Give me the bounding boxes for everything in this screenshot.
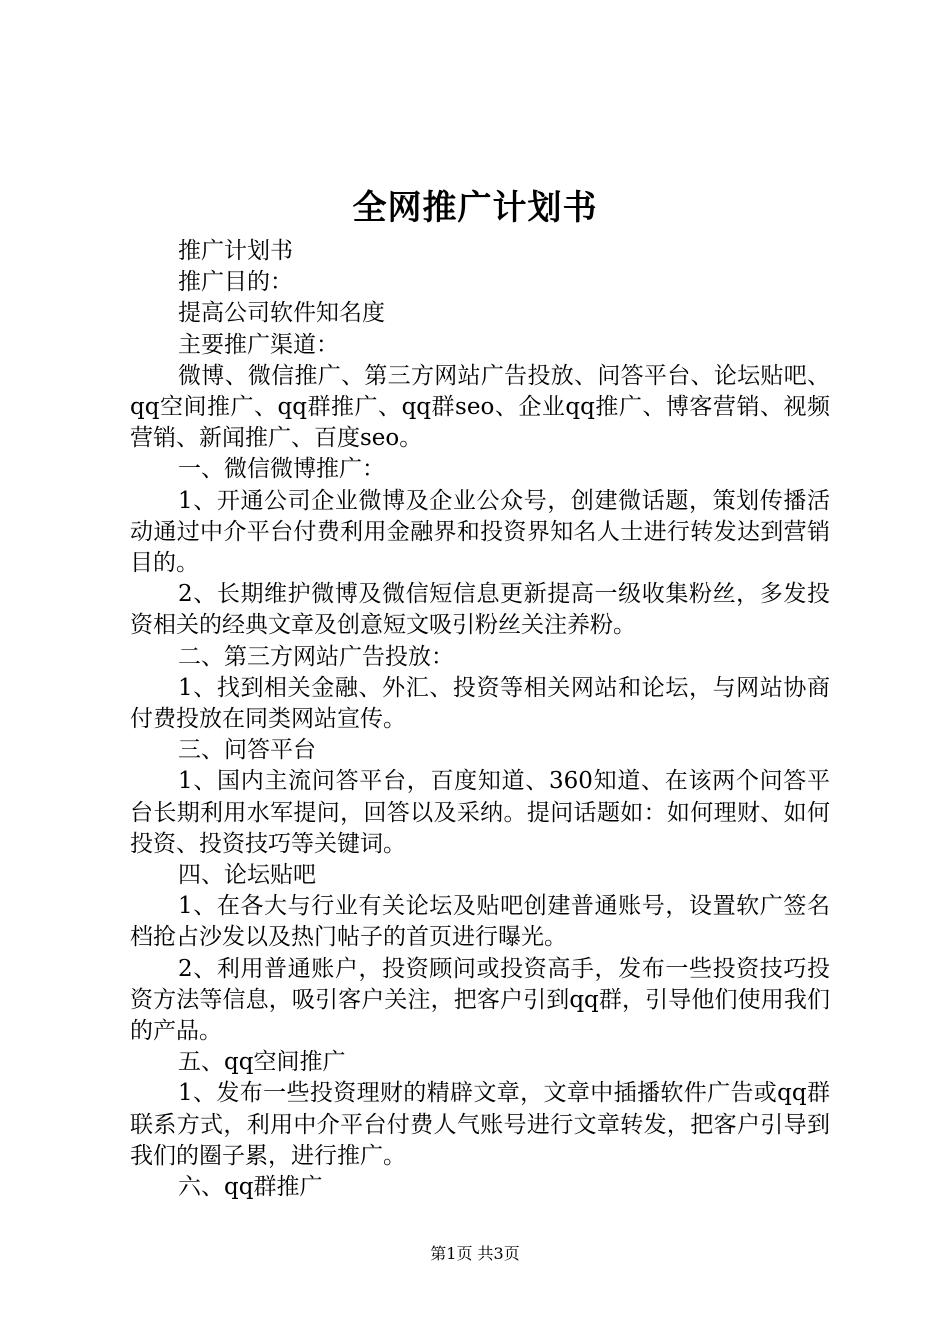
paragraph: 1、找到相关金融、外汇、投资等相关网站和论坛，与网站协商付费投放在同类网站宣传。 [130, 674, 830, 733]
section-heading: 二、第三方网站广告投放： [178, 643, 454, 670]
paragraph: 2、长期维护微博及微信短信息更新提高一级收集粉丝，多发投资相关的经典文章及创意短文吸引粉丝关注养粉。 [130, 581, 830, 639]
paragraph: 推广目的： [178, 269, 293, 296]
paragraph: 1、开通公司企业微博及企业公众号，创建微话题，策划传播活动通过中介平台付费利用金融界和投资界知名人士进行转发达到营销目的。 [130, 487, 830, 577]
paragraph: 1、发布一些投资理财的精辟文章，文章中插播软件广告或qq群联系方式，利用中介平台付费人气账号进行文章转发，把客户引导到我们的圈子累，进行推广。 [130, 1080, 830, 1169]
page-footer: 第1页 共3页 [430, 1244, 520, 1263]
paragraph: 微博、微信推广、第三方网站广告投放、问答平台、论坛贴吧、qq空间推广、qq群推广、qq群seo、企业qq推广、博客营销、视频营销、新闻推广、百度seo。 [130, 362, 830, 452]
paragraph: 主要推广渠道： [178, 331, 339, 358]
paragraph: 提高公司软件知名度 [178, 300, 385, 327]
paragraph: 2、利用普通账户，投资顾问或投资高手，发布一些投资技巧投资方法等信息，吸引客户关注，把客户引到qq群，引导他们使用我们的产品。 [130, 955, 830, 1045]
document-title: 全网推广计划书 [352, 188, 598, 228]
section-heading: 三、问答平台 [178, 737, 316, 764]
paragraph: 1、国内主流问答平台，百度知道、360知道、在该两个问答平台长期利用水军提问，回答以及采纳。提问话题如：如何理财、如何投资、投资技巧等关键词。 [130, 768, 830, 857]
section-heading: 五、qq空间推广 [178, 1049, 346, 1076]
section-heading: 六、qq群推广 [178, 1174, 323, 1201]
section-heading: 一、微信微博推广： [178, 456, 385, 483]
document-body [130, 236, 830, 1203]
paragraph: 1、在各大与行业有关论坛及贴吧创建普通账号，设置软广签名档抢占沙发以及热门帖子的首页进行曝光。 [130, 893, 830, 951]
paragraph: 推广计划书 [178, 238, 293, 264]
section-heading: 四、论坛贴吧 [178, 862, 316, 889]
